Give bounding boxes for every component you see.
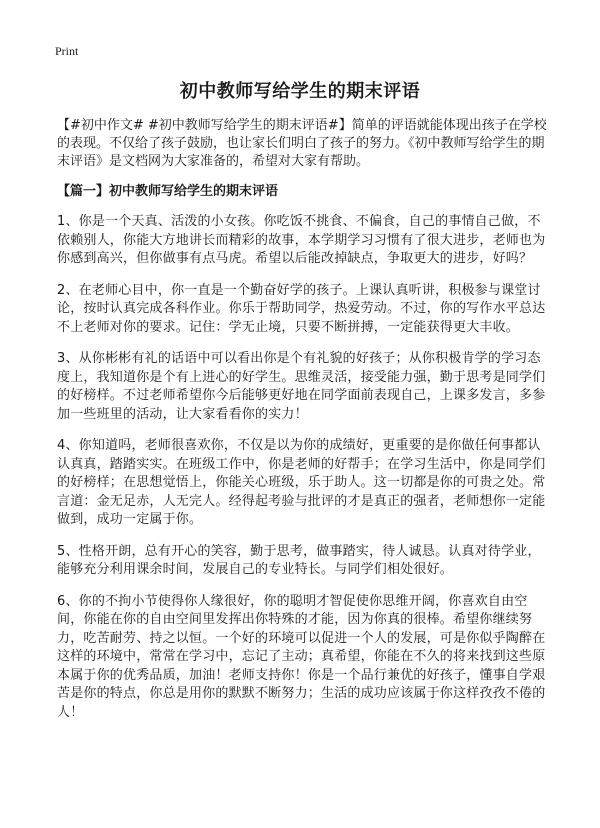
comment-paragraph-4: 4、你知道吗，老师很喜欢你，不仅是以为你的成绩好，更重要的是你做任何事都认认真真，踏踏实实。在班级工作中，你是老师的好帮手；在学习生活中，你是同学们的好榜样；在思想觉悟上，你能关心班级，乐于助人。这一切都是你的可贵之处。常言道：金无足赤，人无完人。经得起考验与批评的才是真正的强者，老师想你一定能做到，成功一定属于你。 — [57, 438, 546, 527]
print-link[interactable]: Print — [55, 44, 79, 58]
comment-paragraph-2: 2、在老师心目中，你一直是一个勤奋好学的孩子。上课认真听讲，积极参与课堂讨论，按时认真完成各科作业。你乐于帮助同学，热爱劳动。不过，你的写作水平总达不上老师对你的要求。记住：学无止境，只要不断拼搏，一定能获得更大丰收。 — [57, 282, 546, 335]
section-heading: 【篇一】初中教师写给学生的期末评语 — [57, 184, 279, 199]
page-title: 初中教师写给学生的期末评语 — [179, 81, 421, 102]
article-body — [57, 117, 552, 735]
comment-paragraph-6: 6、你的不拘小节使得你人缘很好，你的聪明才智促使你思维开阔，你喜欢自由空间，你能在你的自由空间里发挥出你特殊的才能，因为你真的很棒。希望你继续努力，吃苦耐劳、持之以恒。一个好的环境可以促进一个人的发展，可是你似乎陶醉在这样的环境中，常常在学习中，忘记了主动；真希望，你能在不久的将来找到这些原本属于你的优秀品质，加油！老师支持你！你是一个品行兼优的好孩子，懂事自学艰苦是你的特点，你总是用你的默默不断努力；生活的成功应该属于你这样孜孜不倦的人！ — [57, 593, 546, 720]
comment-paragraph-5: 5、性格开朗，总有开心的笑容，勤于思考，做事踏实，待人诚恳。认真对待学业，能够充分利用课余时间，发展自己的专业特长。与同学们相处很好。 — [57, 543, 541, 577]
intro-paragraph: 【#初中作文# #初中教师写给学生的期末评语#】简单的评语就能体现出孩子在学校的表现。不仅给了孩子鼓励，也让家长们明白了孩子的努力。《初中教师写给学生的期末评语》是文档网为大家准备的，希望对大家有帮助。 — [57, 118, 547, 169]
comment-paragraph-3: 3、从你彬彬有礼的话语中可以看出你是个有礼貌的好孩子；从你积极肯学的学习态度上，我知道你是个有上进心的好学生。思维灵活，接受能力强，勤于思考是同学们的好榜样。不过老师希望你今后能够更好地在同学面前表现自己，上课多发言，多参加一些班里的活动，让大家看看你的实力！ — [57, 351, 546, 422]
comment-paragraph-1: 1、你是一个天真、活泼的小女孩。你吃饭不挑食、不偏食，自己的事情自己做，不依赖别人，你能大方地讲长而精彩的故事，本学期学习习惯有了很大进步，老师也为你感到高兴，但你做事有点马虎。希望以后能改掉缺点，争取更大的进步，好吗？ — [57, 214, 546, 266]
